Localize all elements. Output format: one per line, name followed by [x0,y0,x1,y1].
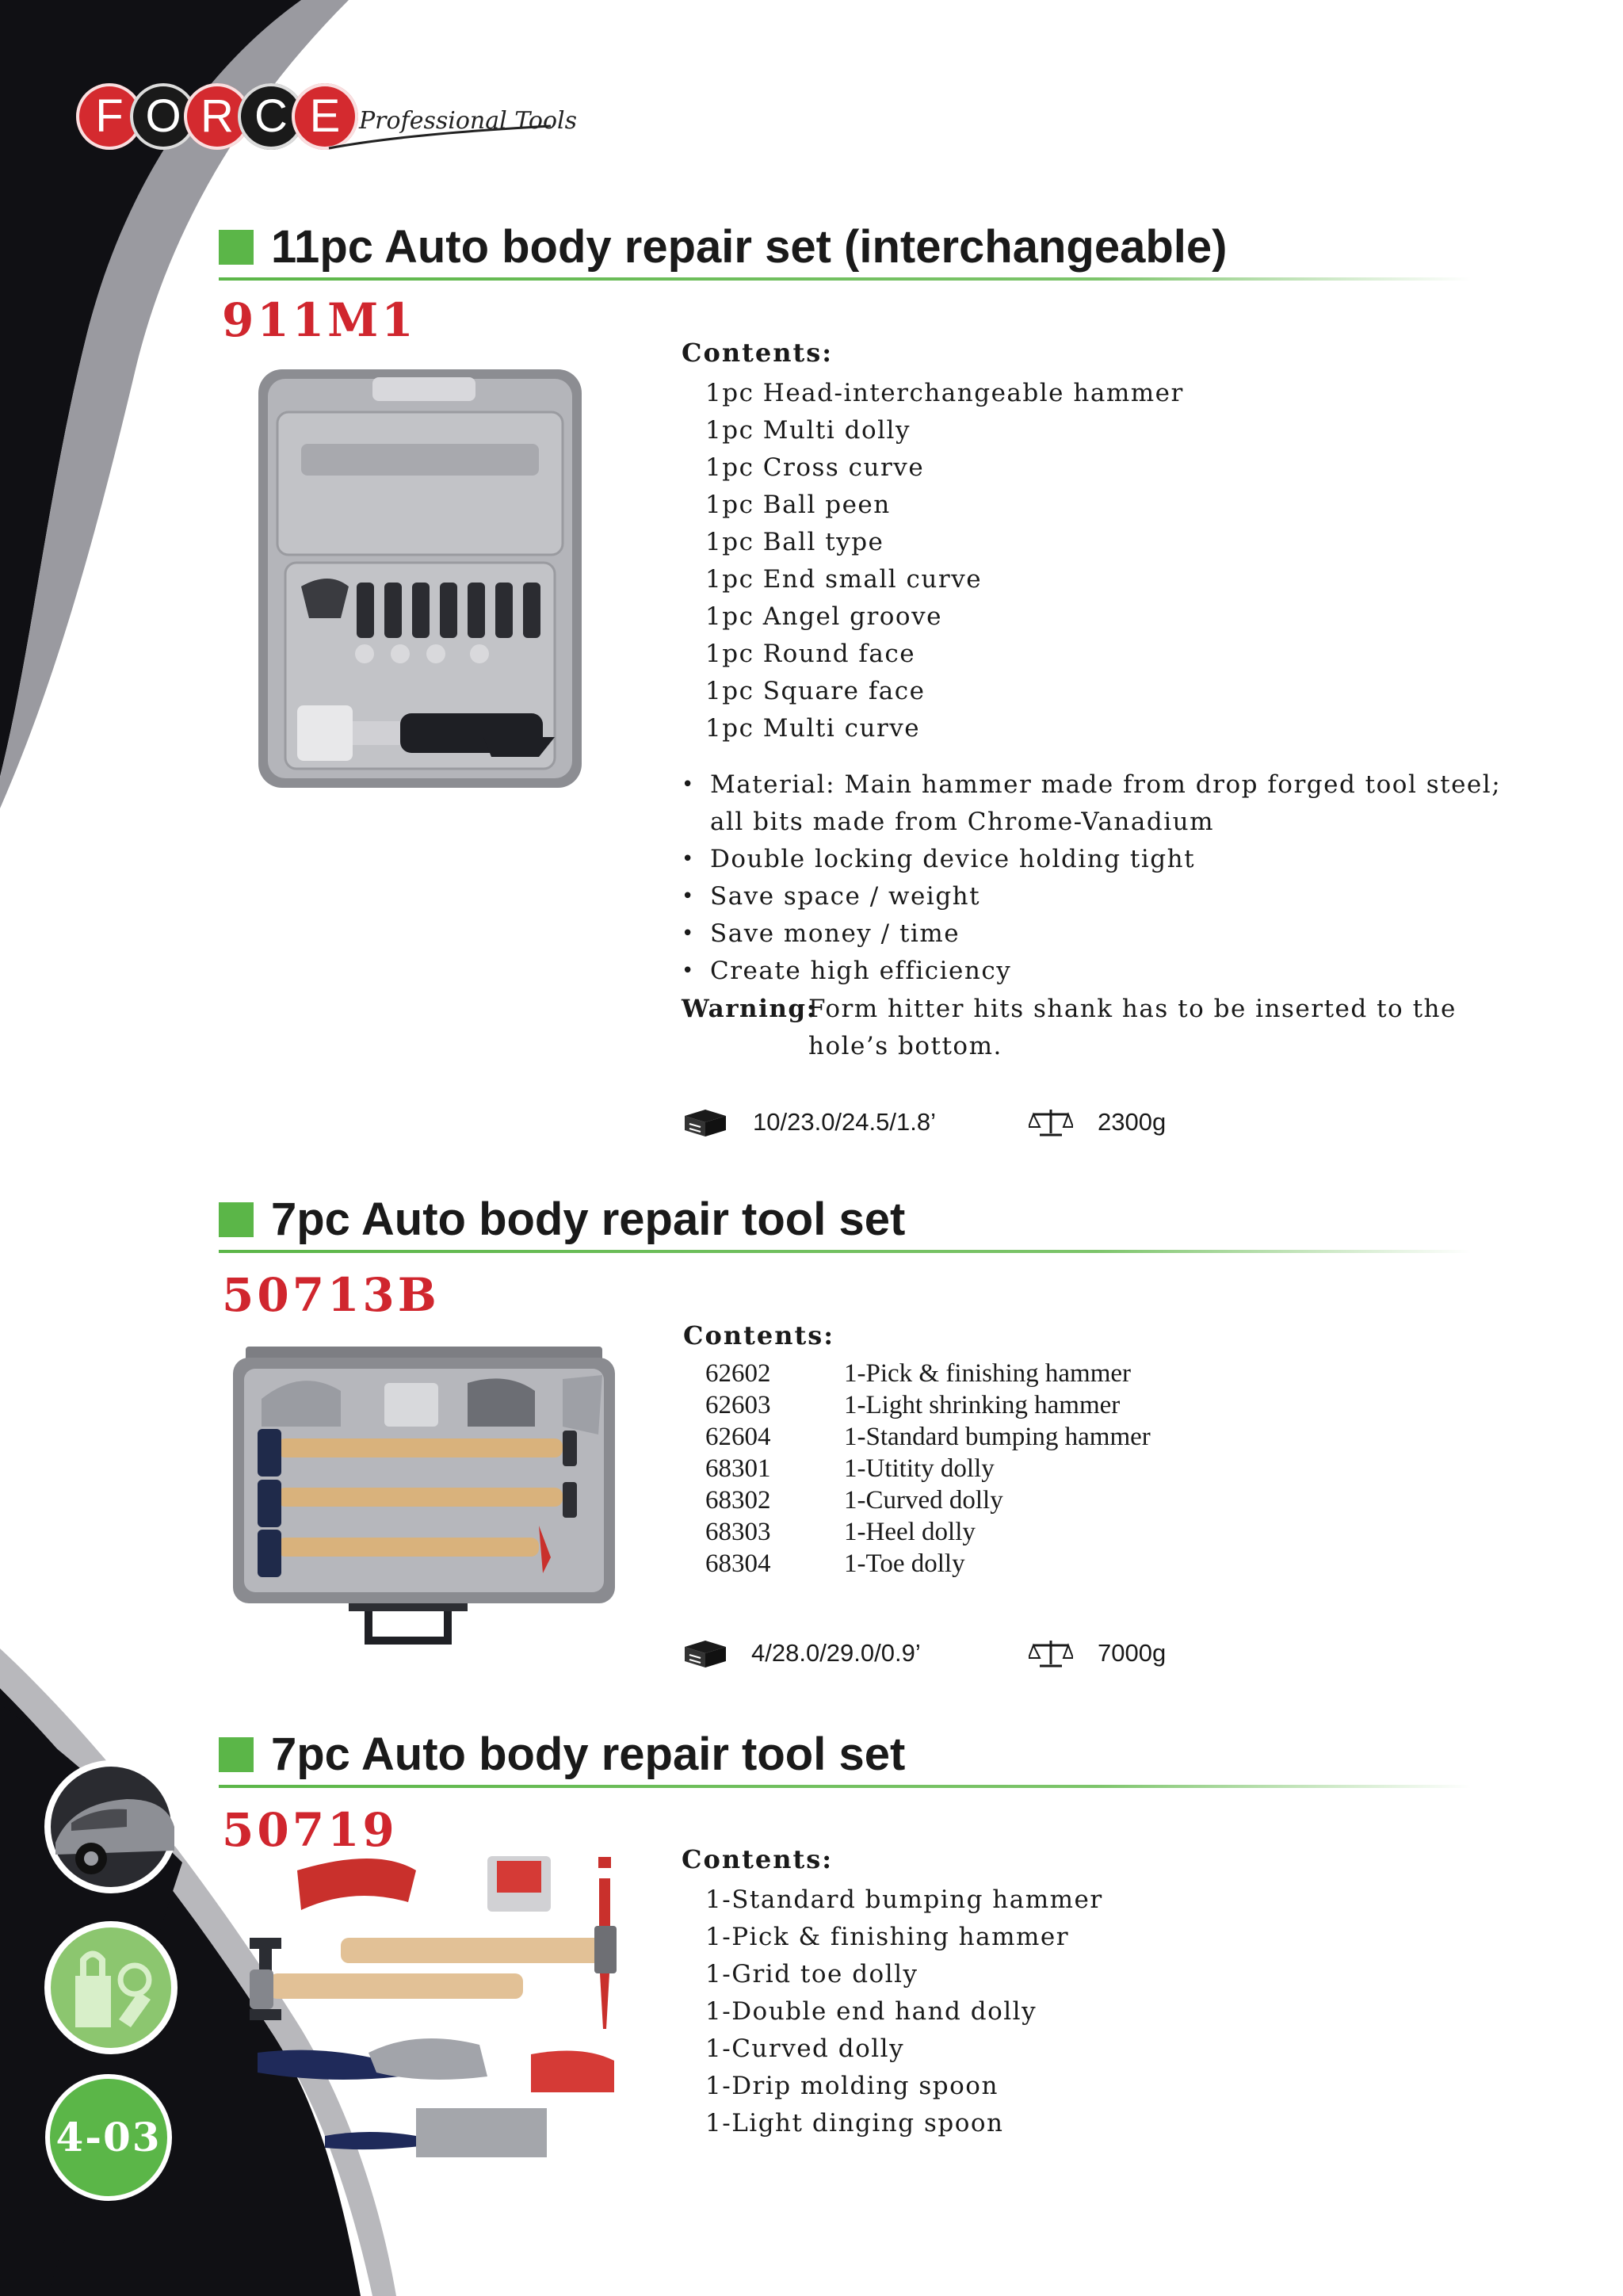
logo-letter-f: F [76,83,143,150]
section-2-contents-table [705,1358,1151,1580]
bullet-icon: • [682,847,695,871]
force-logo [76,83,578,151]
balance-scale-icon [1029,1106,1073,1138]
feature-item: • Double locking device holding tight [682,841,1537,878]
balance-scale-icon [1029,1637,1073,1669]
section-1-contents-heading: Contents: [682,338,834,368]
section-2-title-text: 7pc Auto body repair tool set [271,1194,906,1245]
carton-box-icon [682,1637,729,1669]
section-1-features [682,766,1537,990]
section-2-title [219,1193,905,1246]
section-1-package: 10/23.0/24.5/1.8’ [753,1108,936,1136]
car-category-icon [40,1755,182,1898]
section-1-square-icon [219,230,254,265]
list-item: 1-Double end hand dolly [705,1997,1037,2026]
section-2-product-image [230,1335,618,1652]
list-item: 1-Grid toe dolly [705,1960,918,1988]
list-item: 1-Standard bumping hammer [705,1885,1103,1914]
bullet-icon: • [682,773,695,797]
table-row: 62604 1-Standard bumping hammer [705,1423,1151,1451]
section-1-title [219,220,1227,273]
section-2-contents-heading: Contents: [683,1320,835,1350]
section-3-product-image [234,1847,662,2187]
section-2-code: 50713B [222,1268,440,1322]
table-row: 68304 1-Toe dolly [705,1549,965,1578]
list-item: 1pc Cross curve [705,453,925,482]
warning-text: Form hitter hits shank has to be inserted to the hole’s bottom. [808,995,1457,1060]
section-1-contents-list [705,375,1184,747]
logo-letter-r: R [184,83,250,150]
page-number-badge: 4-03 [45,2074,172,2201]
carton-box-icon [682,1106,729,1138]
warning-label: Warning: [682,995,817,1023]
feature-item: • Create high efficiency [682,953,1537,990]
list-item: 1-Drip molding spoon [705,2072,999,2100]
tools-category-icon [40,1916,182,2059]
section-3-code: 50719 [222,1803,398,1857]
section-3-contents-list [705,1881,1103,2142]
section-3-title [219,1728,905,1781]
list-item: 1pc Multi dolly [705,416,911,445]
list-item: 1pc Ball type [705,528,884,556]
list-item: 1pc Multi curve [705,714,921,743]
section-2-square-icon [219,1202,254,1237]
list-item: 1-Light dinging spoon [705,2109,1004,2137]
section-1-code: 911M1 [222,293,417,347]
section-3-rule [219,1785,1471,1788]
list-item: 1pc End small curve [705,565,983,594]
section-1-weight: 2300g [1098,1108,1167,1136]
section-1-rule [219,277,1471,281]
section-1-warning [682,991,1537,1065]
section-2-rule [219,1250,1471,1253]
table-row: 68301 1-Utitity dolly [705,1454,995,1483]
section-2-weight: 7000g [1098,1639,1167,1667]
table-row: 68303 1-Heel dolly [705,1518,976,1546]
feature-item: • Save space / weight [682,878,1537,915]
section-3-square-icon [219,1737,254,1772]
logo-tagline: Professional Tools [359,107,578,135]
logo-letter-e: E [292,83,358,150]
bullet-icon: • [682,922,695,946]
section-1-title-text: 11pc Auto body repair set (interchangeable) [271,221,1228,273]
list-item: 1pc Square face [705,677,926,705]
list-item: 1pc Head-interchangeable hammer [705,379,1184,407]
logo-swash [325,123,555,155]
list-item: 1pc Ball peen [705,491,891,519]
section-2-package: 4/28.0/29.0/0.9’ [751,1639,921,1667]
section-3-title-text: 7pc Auto body repair tool set [271,1729,906,1780]
section-1-product-image [254,365,586,793]
list-item: 1-Curved dolly [705,2034,905,2063]
feature-item: • Material: Main hammer made from drop forged tool steel; all bits made from Chrome-Vanadium [682,766,1537,841]
bullet-icon: • [682,959,695,983]
list-item: 1pc Round face [705,640,916,668]
list-item: 1pc Angel groove [705,602,942,631]
feature-item: • Save money / time [682,915,1537,953]
table-row: 62603 1-Light shrinking hammer [705,1391,1121,1419]
table-row: 62602 1-Pick & finishing hammer [705,1359,1132,1388]
logo-letter-o: O [130,83,197,150]
bullet-icon: • [682,884,695,908]
list-item: 1-Pick & finishing hammer [705,1923,1070,1951]
logo-letter-c: C [238,83,304,150]
section-3-contents-heading: Contents: [682,1844,834,1874]
table-row: 68302 1-Curved dolly [705,1486,1003,1515]
